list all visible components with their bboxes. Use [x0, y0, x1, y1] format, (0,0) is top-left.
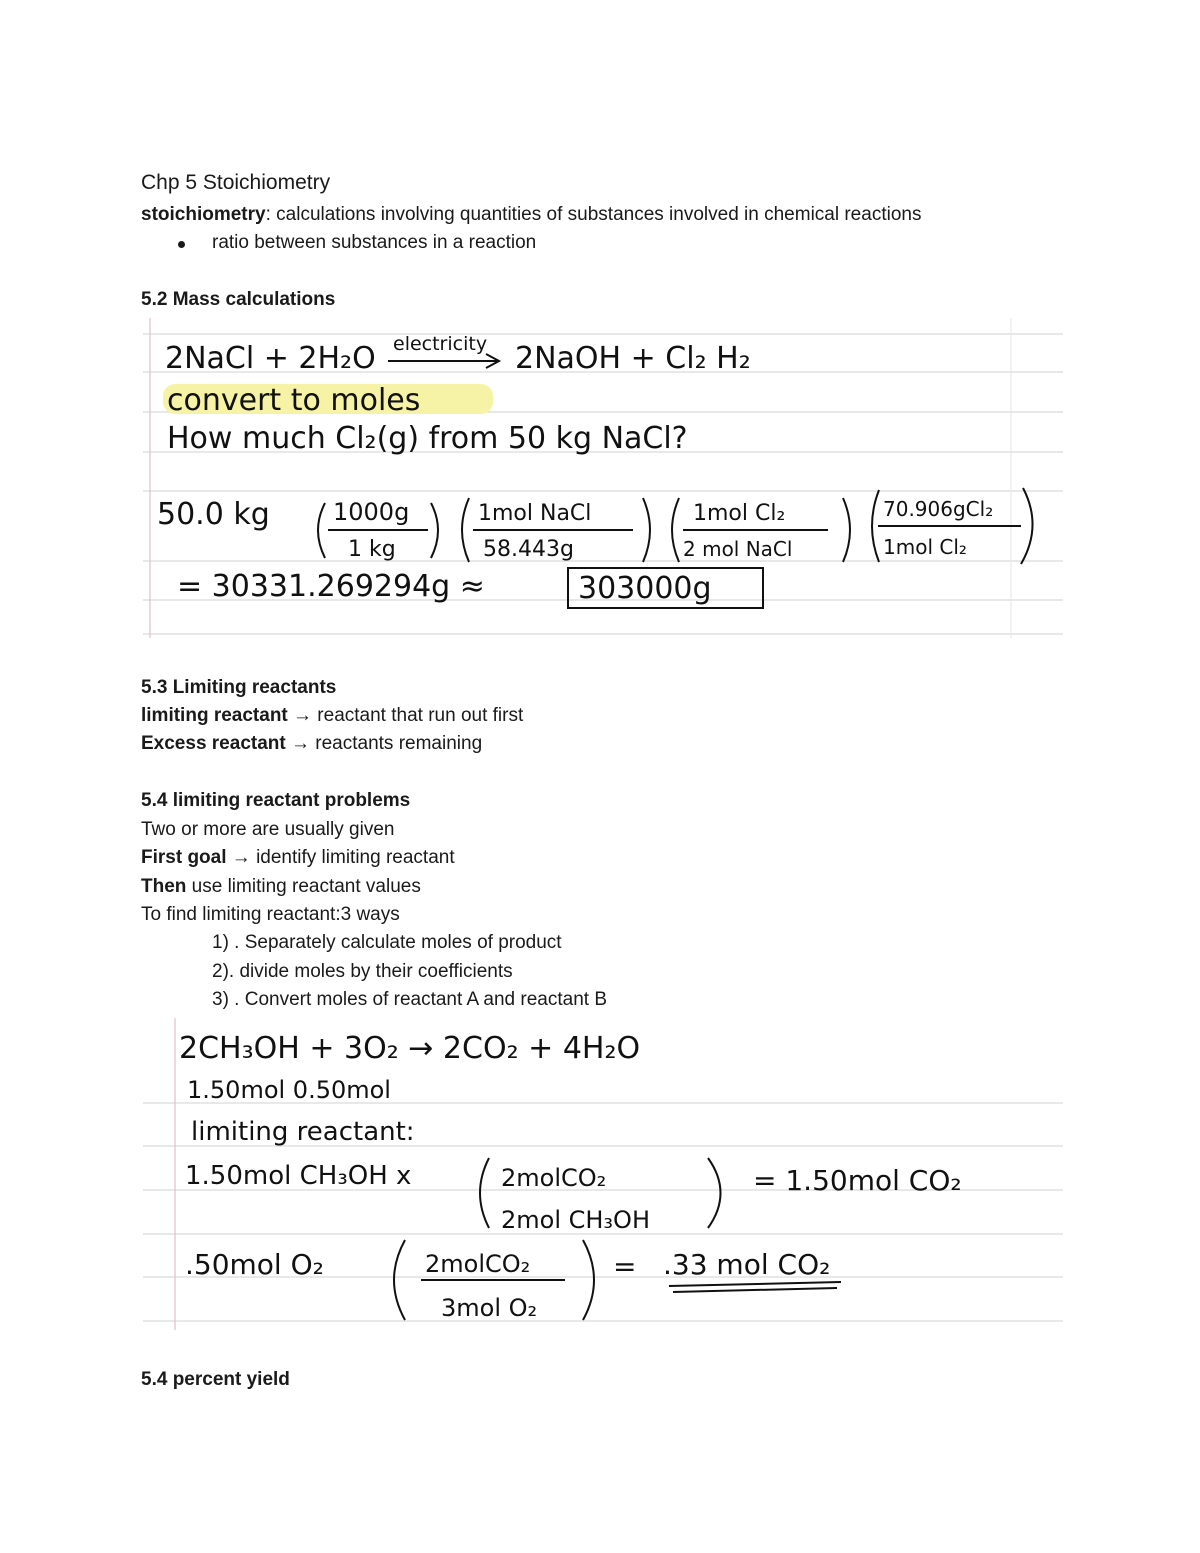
notes-mass-svg: [143, 318, 1063, 638]
result-boxed: 303000g: [578, 571, 712, 606]
equation-right: 2NaOH + Cl₂ H₂: [515, 341, 751, 376]
first-goal-line: [141, 846, 455, 870]
first-goal-text: → identify limiting reactant: [226, 847, 455, 868]
arrow-label: electricity: [393, 333, 488, 355]
bullet-text: ratio between substances in a reaction: [212, 232, 537, 253]
row1-num: 2molCO₂: [501, 1164, 607, 1192]
row1-den: 2mol CH₃OH: [501, 1206, 650, 1234]
excess-reactant-term: Excess reactant: [141, 733, 286, 754]
page-title: Chp 5 Stoichiometry: [141, 171, 331, 194]
definition-text: : calculations involving quantities of substances involved in chemical reactions: [265, 204, 922, 225]
row2-num: 2molCO₂: [425, 1250, 531, 1278]
notes-limiting-svg: [143, 1018, 1063, 1333]
double-underline: [669, 1282, 841, 1292]
way-item-1: 1) . Separately calculate moles of product: [212, 932, 562, 953]
definition-term: stoichiometry: [141, 204, 266, 225]
frac4-num: 70.906gCl₂: [883, 497, 994, 521]
equation-left: 2NaCl + 2H₂O: [165, 341, 376, 376]
handwritten-notes-mass: [143, 318, 1063, 638]
section-53-title: 5.3 Limiting reactants: [141, 677, 337, 698]
frac1-num: 1000g: [333, 498, 410, 526]
then-line: [141, 875, 421, 899]
row2-equals: =: [613, 1250, 637, 1283]
excess-reactant-line: [141, 732, 482, 756]
row2-start: .50mol O₂: [185, 1248, 324, 1281]
ways-intro: To find limiting reactant:3 ways: [141, 904, 400, 925]
result-raw: = 30331.269294g ≈: [177, 569, 485, 604]
limiting-reactant-line: [141, 704, 523, 728]
first-goal-term: First goal: [141, 847, 227, 868]
bullet-item: [178, 231, 536, 255]
way-item-2: 2). divide moles by their coefficients: [212, 961, 513, 982]
section-54b-title: 5.4 percent yield: [141, 1369, 290, 1390]
row1-start: 1.50mol CH₃OH x: [185, 1161, 412, 1191]
then-text: use limiting reactant values: [186, 876, 421, 897]
way-item-3: 3) . Convert moles of reactant A and reactant B: [212, 989, 607, 1010]
row2-den: 3mol O₂: [441, 1294, 538, 1322]
row2-result: .33 mol CO₂: [663, 1248, 831, 1281]
limiting-label: limiting reactant:: [191, 1117, 415, 1147]
reaction-arrow-icon: [388, 354, 499, 368]
frac2-num: 1mol NaCl: [478, 501, 592, 526]
calc-start: 50.0 kg: [157, 497, 270, 532]
handwritten-notes-limiting: [143, 1018, 1063, 1333]
limiting-reactant-term: limiting reactant: [141, 705, 288, 726]
section-52-title: 5.2 Mass calculations: [141, 289, 336, 310]
question-text: How much Cl₂(g) from 50 kg NaCl?: [167, 421, 688, 456]
highlight-text: convert to moles: [167, 383, 421, 418]
definition-line: [141, 203, 921, 227]
equation-limiting: 2CH₃OH + 3O₂ → 2CO₂ + 4H₂O: [179, 1031, 641, 1066]
frac3-den: 2 mol NaCl: [683, 537, 793, 561]
excess-reactant-text: → reactants remaining: [285, 733, 483, 754]
frac4-den: 1mol Cl₂: [883, 535, 967, 559]
then-term: Then: [141, 876, 187, 897]
bullet-dot-icon: [178, 241, 185, 248]
section-54-line1: Two or more are usually given: [141, 819, 395, 840]
frac3-num: 1mol Cl₂: [693, 501, 786, 526]
limiting-reactant-text: → reactant that run out first: [287, 705, 524, 726]
row1-result: = 1.50mol CO₂: [753, 1164, 962, 1197]
amounts-text: 1.50mol 0.50mol: [187, 1076, 391, 1104]
frac2-den: 58.443g: [483, 537, 574, 562]
section-54-title: 5.4 limiting reactant problems: [141, 790, 411, 811]
frac1-den: 1 kg: [348, 537, 396, 562]
